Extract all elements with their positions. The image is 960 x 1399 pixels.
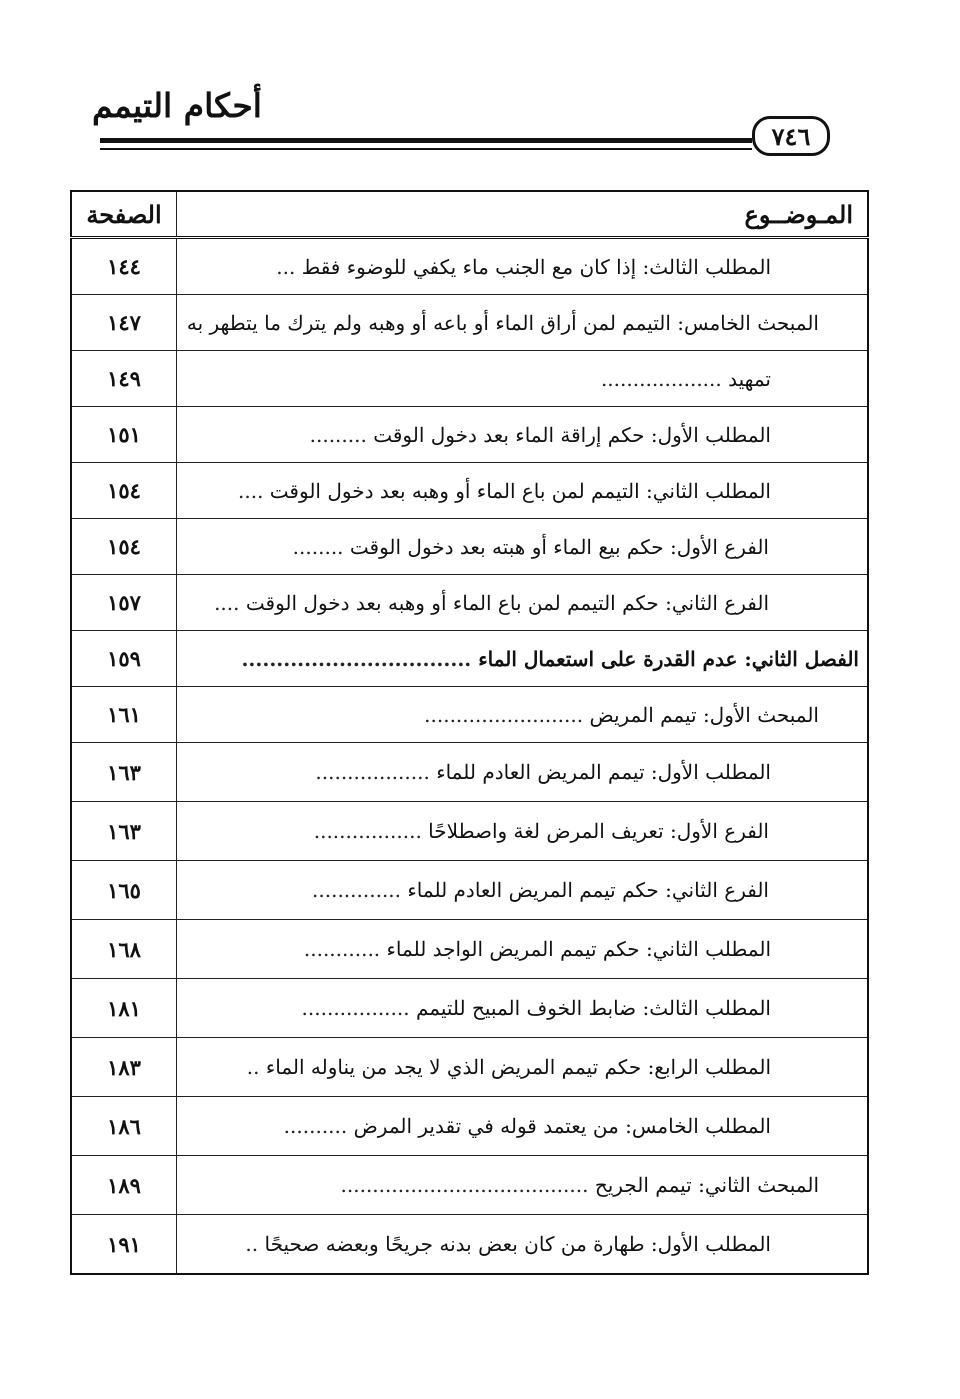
entry-leader-dots: .... [214, 590, 240, 615]
toc-entry [177, 687, 869, 743]
entry-leader-dots: ....................................... [340, 1173, 589, 1197]
toc-header-row [71, 191, 868, 238]
entry-leader-dots: ........ [292, 534, 344, 559]
page-number: ٧٤٦ [752, 116, 830, 156]
entry-leader-dots: ... [276, 254, 296, 279]
toc-page-number: ١٥١ [71, 407, 177, 463]
entry-leader-dots: .... [238, 478, 264, 503]
toc-page-number: ١٥٧ [71, 575, 177, 631]
toc-entry [177, 920, 869, 979]
page-header [0, 0, 960, 170]
toc-row [71, 979, 868, 1038]
entry-title: المطلب الثاني: حكم تيمم المريض الواجد للماء [386, 937, 771, 961]
entry-leader-dots: ................... [600, 366, 722, 391]
toc-entry [177, 861, 869, 920]
toc-row [71, 687, 868, 743]
toc-page-number: ١٨٦ [71, 1097, 177, 1156]
entry-title: المبحث الأول: تيمم المريض [589, 702, 819, 727]
entry-title: الفرع الثاني: حكم تيمم المريض العادم للماء [407, 878, 769, 902]
toc-page-number: ١٦٣ [71, 743, 177, 802]
entry-title: المطلب الثاني: التيمم لمن باع الماء أو وهبه بعد دخول الوقت [269, 478, 771, 503]
header-rule-thin [100, 148, 752, 150]
toc-entry [177, 575, 869, 631]
entry-leader-dots: .................. [315, 760, 430, 784]
toc-entry [177, 1156, 869, 1215]
toc-row [71, 920, 868, 979]
entry-title: الفصل الثاني: عدم القدرة على استعمال الماء [478, 646, 859, 671]
entry-leader-dots: ................................. [241, 646, 472, 671]
toc-entry [177, 407, 869, 463]
toc-page-number: ١٨٣ [71, 1038, 177, 1097]
toc-page-number: ١٦٣ [71, 802, 177, 861]
entry-title: المطلب الثالث: ضابط الخوف المبيح للتيمم [415, 996, 771, 1020]
entry-leader-dots: ......... [309, 422, 367, 447]
toc-row [71, 631, 868, 687]
entry-leader-dots: ................. [313, 819, 422, 843]
toc-page-number: ١٥٩ [71, 631, 177, 687]
entry-title: المطلب الرابع: حكم تيمم المريض الذي لا يجد من يناوله الماء [265, 1055, 771, 1079]
entry-leader-dots: ................. [301, 996, 410, 1020]
toc-row [71, 802, 868, 861]
entry-title: المطلب الخامس: من يعتمد قوله في تقدير المرض [353, 1114, 771, 1138]
toc-page-number: ١٦٥ [71, 861, 177, 920]
toc-entry [177, 519, 869, 575]
entry-title: المطلب الأول: حكم إراقة الماء بعد دخول الوقت [373, 422, 771, 447]
toc-row [71, 1097, 868, 1156]
toc-entry [177, 743, 869, 802]
toc-page-number: ١٤٤ [71, 238, 177, 295]
toc-page-number: ١٦٨ [71, 920, 177, 979]
toc-row [71, 519, 868, 575]
toc-page-number: ١٦١ [71, 687, 177, 743]
entry-title: المبحث الثاني: تيمم الجريح [594, 1173, 819, 1197]
entry-title: المطلب الثالث: إذا كان مع الجنب ماء يكفي للوضوء فقط [301, 254, 771, 279]
toc-entry [177, 631, 869, 687]
toc-row [71, 407, 868, 463]
entry-title: المطلب الأول: طهارة من كان بعض بدنه جريحًا وبعضه صحيحًا [264, 1232, 771, 1256]
toc-page-number: ١٥٤ [71, 463, 177, 519]
toc-page-number: ١٤٩ [71, 351, 177, 407]
toc-row [71, 575, 868, 631]
toc-row [71, 463, 868, 519]
toc-row [71, 1038, 868, 1097]
column-header-page: الصفحة [71, 191, 177, 238]
toc-row [71, 351, 868, 407]
toc-entry [177, 351, 869, 407]
entry-title: المبحث الخامس: التيمم لمن أراق الماء أو باعه أو وهبه ولم يترك ما يتطهر به [186, 310, 819, 335]
toc-page-number: ١٨١ [71, 979, 177, 1038]
toc-page-number: ١٤٧ [71, 295, 177, 351]
toc-row [71, 295, 868, 351]
toc-row [71, 238, 868, 295]
entry-title: الفرع الأول: تعريف المرض لغة واصطلاحًا [428, 819, 769, 843]
toc-row [71, 861, 868, 920]
entry-leader-dots: .. [246, 1055, 260, 1079]
toc-page-number: ١٨٩ [71, 1156, 177, 1215]
toc-entry [177, 1215, 869, 1275]
book-title: أحكام التيمم [92, 86, 262, 125]
entry-leader-dots: ............ [303, 937, 381, 961]
entry-title: الفرع الأول: حكم بيع الماء أو هبته بعد دخول الوقت [349, 534, 769, 559]
entry-leader-dots: .. [245, 1232, 259, 1256]
entry-leader-dots: .............. [312, 878, 402, 902]
toc-row [71, 743, 868, 802]
entry-title: الفرع الثاني: حكم التيمم لمن باع الماء أو وهبه بعد دخول الوقت [245, 590, 769, 615]
toc-entry [177, 1097, 869, 1156]
toc-row [71, 1156, 868, 1215]
toc-entry [177, 979, 869, 1038]
entry-title: تمهيد [728, 366, 771, 391]
toc-entry [177, 802, 869, 861]
toc-entry [177, 1038, 869, 1097]
entry-leader-dots: ......................... [424, 702, 584, 727]
entry-leader-dots: .......... [283, 1114, 348, 1138]
header-rule-thick [100, 138, 752, 143]
toc-entry [177, 295, 869, 351]
toc-table [70, 190, 869, 1275]
entry-title: المطلب الأول: تيمم المريض العادم للماء [436, 760, 771, 784]
toc-entry [177, 463, 869, 519]
toc-entry [177, 238, 869, 295]
toc-page-number: ١٩١ [71, 1215, 177, 1275]
toc-row [71, 1215, 868, 1275]
toc-page-number: ١٥٤ [71, 519, 177, 575]
column-header-topic: المـوضــوع [177, 191, 869, 238]
